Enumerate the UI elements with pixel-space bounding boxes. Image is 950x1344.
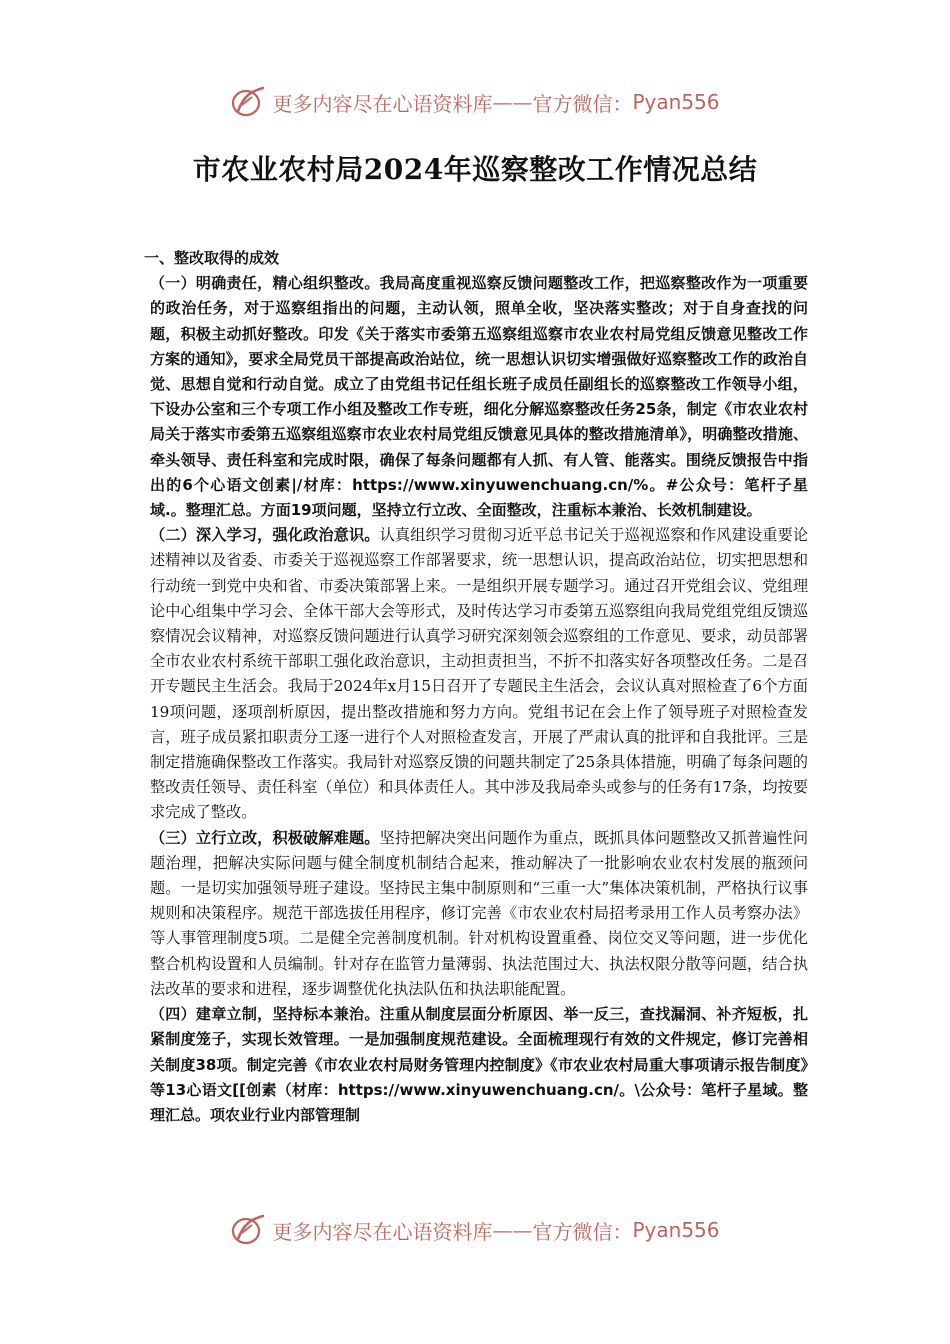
- watermark-banner-bottom: [0, 1210, 950, 1250]
- handwritten-logo-icon: [230, 85, 266, 119]
- paragraph-2: [144, 523, 808, 825]
- section-heading: 一、整改取得的成效: [144, 249, 280, 267]
- watermark-site-text: 更多内容尽在心语资料库: [272, 91, 493, 116]
- watermark-wechat-id: Pyan556: [632, 1218, 720, 1242]
- handwritten-logo-icon: [230, 1213, 266, 1247]
- document-title: 市农业农村局2024年巡察整改工作情况总结: [192, 153, 758, 186]
- watermark-wechat-label: 官方微信：: [532, 1219, 633, 1244]
- watermark-wechat-id: Pyan556: [632, 90, 720, 114]
- paragraph-1: [144, 271, 808, 523]
- watermark-dash: ——: [492, 1218, 533, 1242]
- paragraph-3: [144, 826, 808, 1002]
- document-body: [144, 246, 808, 1128]
- paragraph-3-lead: （三）立行立改，积极破解难题。: [150, 828, 380, 847]
- watermark-banner-top: [0, 82, 950, 122]
- paragraph-1-lead: （一）明确责任，精心组织整改。: [150, 274, 380, 293]
- watermark-site-text: 更多内容尽在心语资料库: [272, 1219, 493, 1244]
- watermark-wechat-label: 官方微信：: [532, 91, 633, 116]
- paragraph-1-text: 我局高度重视巡察反馈问题整改工作，把巡察整改作为一项重要的政治任务，对于巡察组指出的问题，主动认领，照单全收，坚决落实整改；对于自身查找的问题，积极主动抓好整改。印发《关于落实市委第五巡察组巡察市农业农村局党组反馈意见整改工作方案的通知》，要求全局党员干部提高政治站位，统一思想认识切实增强做好巡察整改工作的政治自觉、思想自觉和行动自觉。成立了由党组书记任组长班子成员任副组长的巡察整改工作领导小组，下设办公室和三个专项工作小组及整改工作专班，细化分解巡察整改任务25条，制定《市农业农村局关于落实市委第五巡察组巡察市农业农村局党组反馈意见具体的整改措施清单》，明确整改措施、牵头领导、责任科室和完成时限，确保了每条问题都有人抓、有人管、能落实。围绕反馈报告中指出的6个心语文创素|/材库：https://www.xinyuwenchuang.cn/%。#公众号：笔杆子星域.。整理汇总。方面19项问题，坚持立行立改、全面整改，注重标本兼治、长效机制建设。: [150, 274, 808, 520]
- paragraph-4-text: 注重从制度层面分析原因、举一反三，查找漏洞、补齐短板，扎紧制度笼子，实现长效管理。一是加强制度规范建设。全面梳理现行有效的文件规定，修订完善相关制度38项。制定完善《市农业农村局财务管理内控制度》《市农业农村局重大事项请示报告制度》等13心语文[[创素（材库：https://www.xinyuwenchuang.cn/。\公众号：笔杆子星域。整理汇总。项农业行业内部管理制: [150, 1005, 808, 1124]
- watermark-dash: ——: [492, 90, 533, 114]
- paragraph-2-lead: （二）深入学习，强化政治意识。: [150, 526, 380, 545]
- paragraph-3-text: 坚持把解决突出问题作为重点，既抓具体问题整改又抓普遍性问题治理，把解决实际问题与健全制度机制结合起来，推动解决了一批影响农业农村发展的瓶颈问题。一是切实加强领导班子建设。坚持民主集中制原则和“三重一大”集体决策机制，严格执行议事规则和决策程序。规范干部选拔任用程序，修订完善《市农业农村局招考录用工作人员考察办法》等人事管理制度5项。二是健全完善制度机制。针对机构设置重叠、岗位交叉等问题，进一步优化整合机构设置和人员编制。针对存在监管力量薄弱、执法范围过大、执法权限分散等问题，结合执法改革的要求和进程，逐步调整优化执法队伍和执法职能配置。: [150, 828, 809, 998]
- paragraph-4: [144, 1002, 808, 1128]
- paragraph-2-text: 认真组织学习贯彻习近平总书记关于巡视巡察和作风建设重要论述精神以及省委、市委关于巡视巡察工作部署要求，统一思想认识，提高政治站位，切实把思想和行动统一到党中央和省、市委决策部署上来。一是组织开展专题学习。通过召开党组会议、党组理论中心组集中学习会、全体干部大会等形式，及时传达学习市委第五巡察组向我局党组党组反馈巡察情况会议精神，对巡察反馈问题进行认真学习研究深刻领会巡察组的工作意见、要求，动员部署全市农业农村系统干部职工强化政治意识，主动担责担当，不折不扣落实好各项整改任务。二是召开专题民主生活会。我局于2024年x月15日召开了专题民主生活会，会议认真对照检查了6个方面19项问题，逐项剖析原因，提出整改措施和努力方向。党组书记在会上作了领导班子对照检查发言，班子成员紧扣职责分工逐一进行个人对照检查发言，开展了严肃认真的批评和自我批评。三是制定措施确保整改工作落实。我局针对巡察反馈的问题共制定了25条具体措施，明确了每条问题的整改责任领导、责任科室（单位）和具体责任人。其中涉及我局牵头或参与的任务有17条，均按要求完成了整改。: [150, 526, 809, 822]
- paragraph-4-lead: （四）建章立制，坚持标本兼治。: [150, 1005, 380, 1024]
